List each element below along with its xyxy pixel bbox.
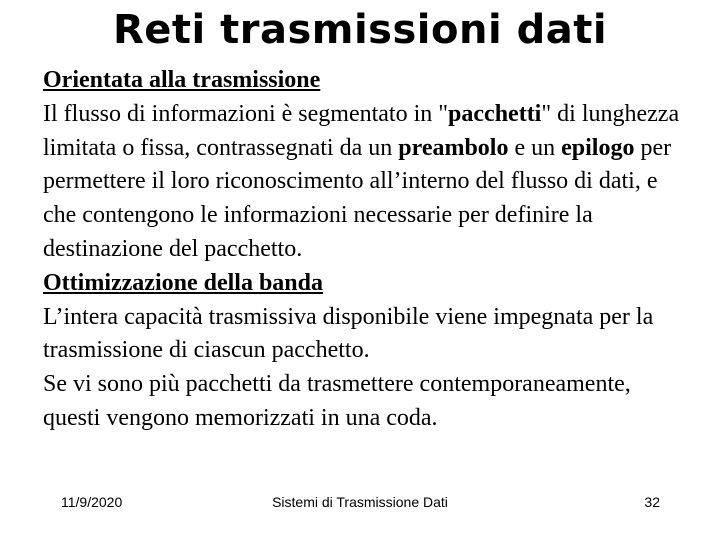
section-heading-orientata: Orientata alla trasmissione bbox=[43, 67, 321, 93]
page-number: 32 bbox=[644, 494, 660, 510]
term-preambolo: preambolo bbox=[398, 134, 509, 161]
paragraph-capacita: L’intera capacità trasmissiva disponibile viene impegnata per la trasmissione di ciascun pacchetto. bbox=[43, 303, 654, 364]
slide-body bbox=[43, 64, 683, 436]
slide-title: Reti trasmissioni dati bbox=[112, 7, 608, 53]
footer-title: Sistemi di Trasmissione Dati bbox=[272, 494, 448, 510]
footer-date: 11/9/2020 bbox=[61, 494, 123, 510]
paragraph-pacchetti: Il flusso di informazioni è segmentato in "pacchetti" di lunghezza limitata o fissa, contrassegnati da un preambolo e un epilogo per permettere il loro riconoscimento all’interno del flusso di dati, e che contengono le informazioni necessarie per definire la destinazione del pacchetto. bbox=[43, 100, 680, 262]
term-pacchetti: pacchetti bbox=[448, 100, 542, 127]
term-epilogo: epilogo bbox=[561, 134, 635, 161]
paragraph-coda: Se vi sono più pacchetti da trasmettere contemporaneamente, questi vengono memorizzati in una coda. bbox=[43, 371, 631, 431]
section-heading-ottimizzazione: Ottimizzazione della banda bbox=[43, 269, 323, 296]
